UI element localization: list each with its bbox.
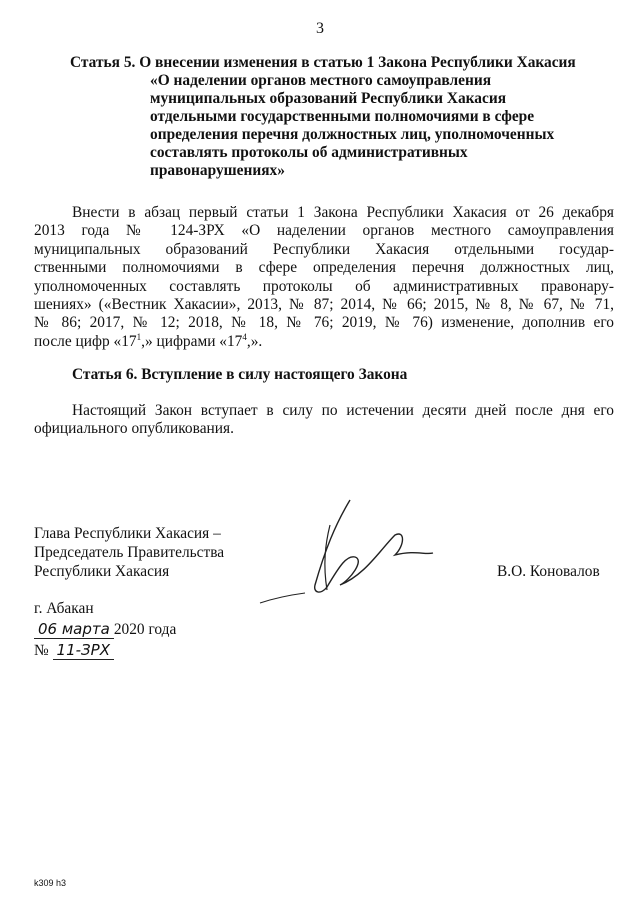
signatory-position [34, 525, 224, 581]
superscript: 4 [242, 331, 247, 342]
article-5-title-line: составлять протоколы об административных [150, 144, 468, 161]
handwritten-number: 11-ЗРХ [53, 641, 114, 660]
article-5-title-line: Статья 5. О внесении изменения в статью 1 Закона Республики Хакасия [70, 54, 576, 71]
date-year: 2020 года [113, 621, 177, 638]
article-5-title-line: правонарушениях» [150, 162, 285, 179]
handwritten-signature [255, 495, 435, 615]
article-5-body-line: шениях» («Вестник Хакасии», 2013, № 87; 2014, № 66; 2015, № 8, № 67, № 71, [34, 296, 614, 314]
article-6-title: Статья 6. Вступление в силу настоящего Закона [72, 366, 408, 383]
article-5-body-line: 2013 года № 124-ЗРХ «О наделении органов местного самоуправления [34, 222, 614, 240]
article-6-body-line: официального опубликования. [34, 420, 234, 438]
article-5-title-line: муниципальных образований Республики Хакасия [150, 90, 507, 107]
article-5-body-line: № 86; 2017, № 12; 2018, № 18, № 76; 2019, № 76) изменение, дополнив его [34, 314, 614, 332]
handwritten-date: 06 марта [34, 620, 114, 639]
article-5-title-line: определения перечня должностных лиц, уполномоченных [150, 126, 555, 143]
article-5-title [70, 54, 618, 180]
article-5-body-line: муниципальных образований Республики Хакасия отдельными государ- [34, 240, 614, 258]
article-5-body-line: ственными полномочиями в сфере определения перечня должностных лиц, [34, 259, 614, 277]
article-6-body [34, 402, 614, 439]
number-prefix: № [34, 642, 49, 659]
text-segment: после цифр «17 [34, 332, 137, 350]
article-5-body-line: Внести в абзац первый статьи 1 Закона Республики Хакасия от 26 декабря [72, 204, 614, 221]
signatory-position-line: Председатель Правительства [34, 543, 225, 561]
signatory-position-line: Глава Республики Хакасия – [34, 525, 221, 542]
signing-date [34, 620, 176, 639]
law-number [34, 641, 114, 660]
city: г. Абакан [34, 600, 94, 617]
article-5-title-line: отдельными государственными полномочиями в сфере [150, 108, 535, 125]
article-5-body-line: уполномоченных составлять протоколы об административных правонару- [34, 277, 614, 295]
article-6-body-line: Настоящий Закон вступает в силу по истечении десяти дней после дня его [72, 402, 614, 419]
page-number: 3 [316, 20, 324, 37]
text-segment: ,» цифрами «17 [141, 332, 243, 350]
footer-code: k309 h3 [34, 878, 67, 888]
article-5-body-last-line [34, 333, 614, 351]
signatory-position-line: Республики Хакасия [34, 562, 170, 580]
article-5-body [34, 204, 614, 351]
superscript: 1 [136, 331, 142, 342]
text-segment: ,». [246, 332, 263, 350]
article-5-title-line: «О наделении органов местного самоуправления [150, 72, 492, 89]
signatory-name: В.О. Коновалов [497, 563, 600, 580]
